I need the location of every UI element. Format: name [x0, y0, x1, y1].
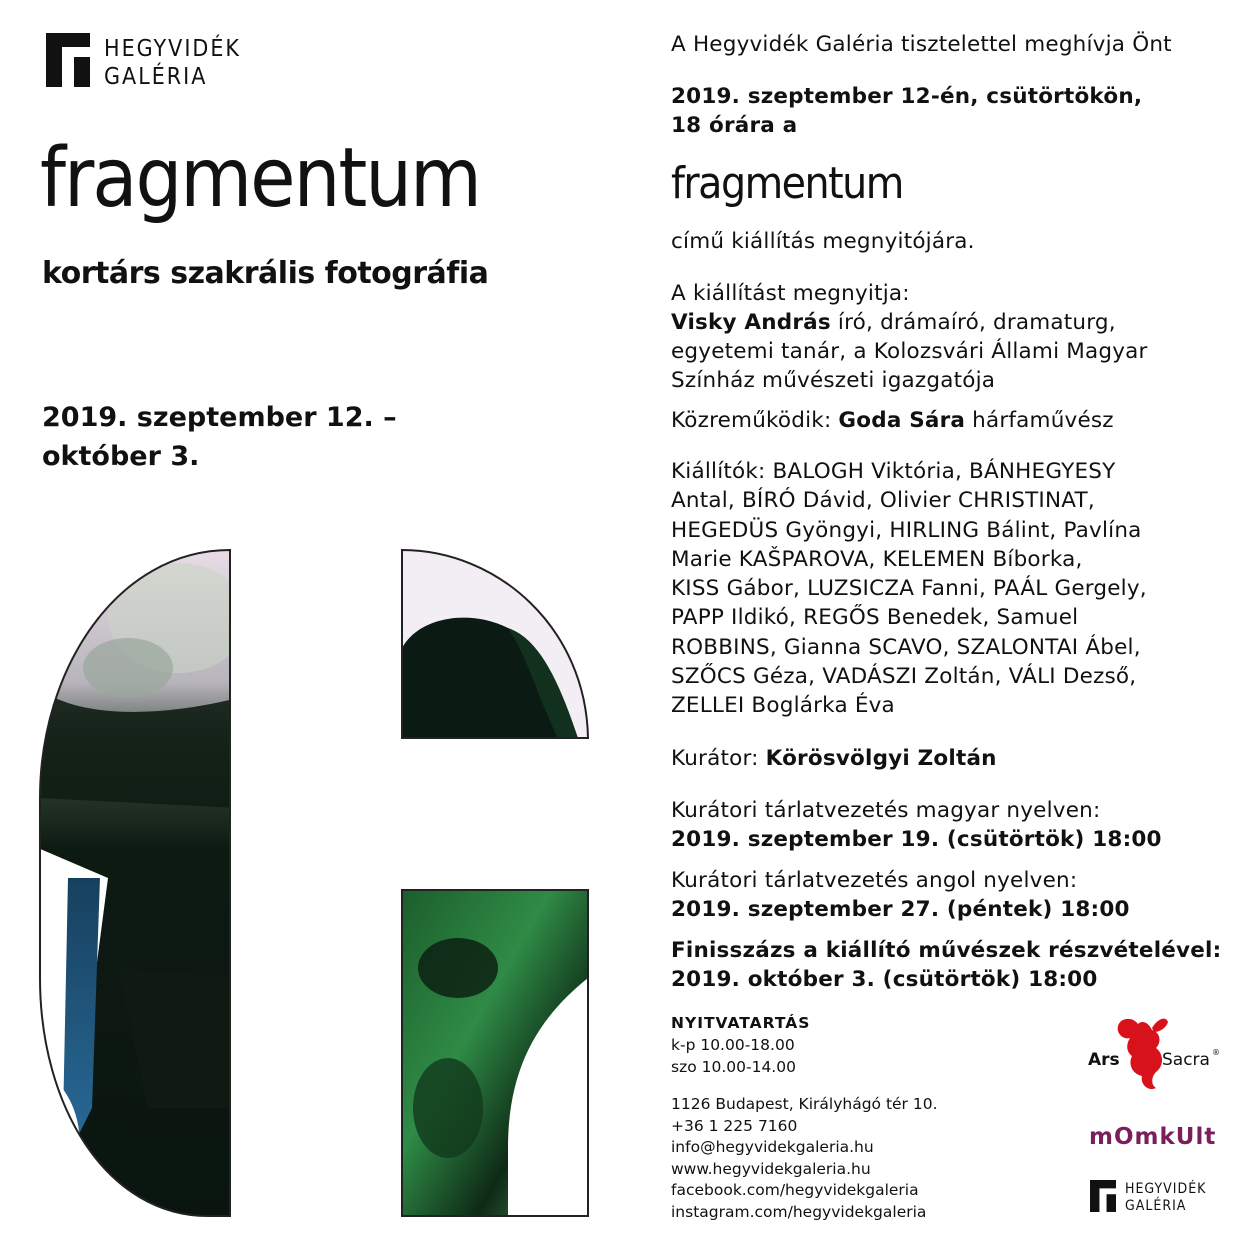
exhibition-dates	[42, 398, 397, 476]
contributor-role: hárfaművész	[965, 408, 1114, 433]
artists-line: KISS Gábor, LUZSICZA Fanni, PAÁL Gergely,	[671, 576, 1147, 602]
artists-line: ROBBINS, Gianna SCAVO, SZALONTAI Ábel,	[671, 634, 1141, 660]
contributor-line	[671, 406, 1114, 435]
gallery-logo-mark-icon	[46, 33, 90, 87]
artists-line: ZELLEI Boglárka Éva	[671, 693, 895, 719]
tour-en-label: Kurátori tárlatvezetés angol nyelven:	[671, 868, 1078, 893]
cherub-icon	[1112, 1014, 1168, 1092]
photo-letter-graphic	[38, 548, 593, 1220]
exhibition-dates-line-2: október 3.	[42, 441, 200, 472]
opening-speaker-desc-3: Színház művészeti igazgatója	[671, 368, 996, 393]
artists-line: PAPP Ildikó, REGŐS Benedek, Samuel	[671, 605, 1079, 631]
ars-sacra-logo	[1088, 1014, 1224, 1094]
invitation-title: fragmentum	[671, 158, 903, 209]
tour-hu-date: 2019. szeptember 19. (csütörtök) 18:00	[671, 827, 1162, 852]
opening-speaker-name: Visky András	[671, 310, 831, 335]
logo-line-1: HEGYVIDÉK	[104, 36, 241, 62]
opening-date-line-1: 2019. szeptember 12-én, csütörtökön,	[671, 84, 1143, 109]
momkult-logo: mOmkUlt	[1089, 1124, 1217, 1150]
contributor-name: Goda Sára	[838, 408, 966, 433]
tour-hu-label: Kurátori tárlatvezetés magyar nyelven:	[671, 798, 1101, 823]
exhibition-dates-line-1: 2019. szeptember 12. –	[42, 402, 397, 433]
opening-label: A kiállítást megnyitja:	[671, 281, 910, 306]
gallery-logo-small-line-1: HEGYVIDÉK	[1125, 1181, 1207, 1197]
finissage-label: Finisszázs a kiállító művészek részvételével:	[671, 938, 1222, 963]
contact-facebook[interactable]: facebook.com/hegyvidekgaleria	[671, 1181, 919, 1199]
artists-line: HEGEDÜS Gyöngyi, HIRLING Bálint, Pavlína	[671, 517, 1142, 543]
tour-en-date: 2019. szeptember 27. (péntek) 18:00	[671, 897, 1130, 922]
opening-speaker-line	[671, 308, 1116, 337]
invitation-title-suffix: című kiállítás megnyitójára.	[671, 229, 975, 254]
opening-date-line-2: 18 órára a	[671, 113, 798, 138]
opening-speaker-desc-1: író, drámaíró, dramaturg,	[830, 310, 1116, 335]
contributor-label: Közreműködik:	[671, 408, 839, 433]
artists-list	[671, 457, 1147, 721]
artists-line: Kiállítók: BALOGH Viktória, BÁNHEGYESY	[671, 459, 1116, 484]
contact-phone: +36 1 225 7160	[671, 1117, 798, 1135]
opening-hours-saturday: szo 10.00-14.00	[671, 1058, 796, 1076]
curator-line	[671, 744, 997, 773]
exhibition-title: fragmentum	[40, 131, 480, 226]
ars-sacra-word-2: Sacra	[1162, 1050, 1210, 1070]
exhibition-subtitle: kortárs szakrális fotográfia	[42, 256, 489, 291]
contact-website[interactable]: www.hegyvidekgaleria.hu	[671, 1160, 871, 1178]
logo-line-2: GALÉRIA	[104, 64, 208, 90]
contact-address: 1126 Budapest, Királyhágó tér 10.	[671, 1095, 938, 1113]
opening-hours-heading: NYITVATARTÁS	[671, 1014, 811, 1032]
curator-name: Körösvölgyi Zoltán	[765, 746, 997, 771]
ars-sacra-word-1: Ars	[1088, 1050, 1120, 1070]
finissage-date: 2019. október 3. (csütörtök) 18:00	[671, 967, 1098, 992]
contact-instagram[interactable]: instagram.com/hegyvidekgaleria	[671, 1203, 927, 1221]
artists-line: Antal, BÍRÓ Dávid, Olivier CHRISTINAT,	[671, 488, 1095, 514]
opening-hours-weekday: k-p 10.00-18.00	[671, 1036, 795, 1054]
contact-email[interactable]: info@hegyvidekgaleria.hu	[671, 1138, 874, 1156]
opening-speaker-desc-2: egyetemi tanár, a Kolozsvári Állami Magyar	[671, 339, 1148, 364]
gallery-logo-mark-small-icon	[1090, 1180, 1116, 1212]
artists-line: Marie KAŠPAROVA, KELEMEN Bíborka,	[671, 546, 1083, 572]
artists-line: SZŐCS Géza, VADÁSZI Zoltán, VÁLI Dezső,	[671, 664, 1137, 690]
curator-label: Kurátor:	[671, 746, 766, 771]
ars-sacra-registered-mark: ®	[1212, 1048, 1220, 1057]
invitation-line: A Hegyvidék Galéria tisztelettel meghívja Önt	[671, 32, 1172, 57]
gallery-logo-small-line-2: GALÉRIA	[1125, 1198, 1187, 1214]
